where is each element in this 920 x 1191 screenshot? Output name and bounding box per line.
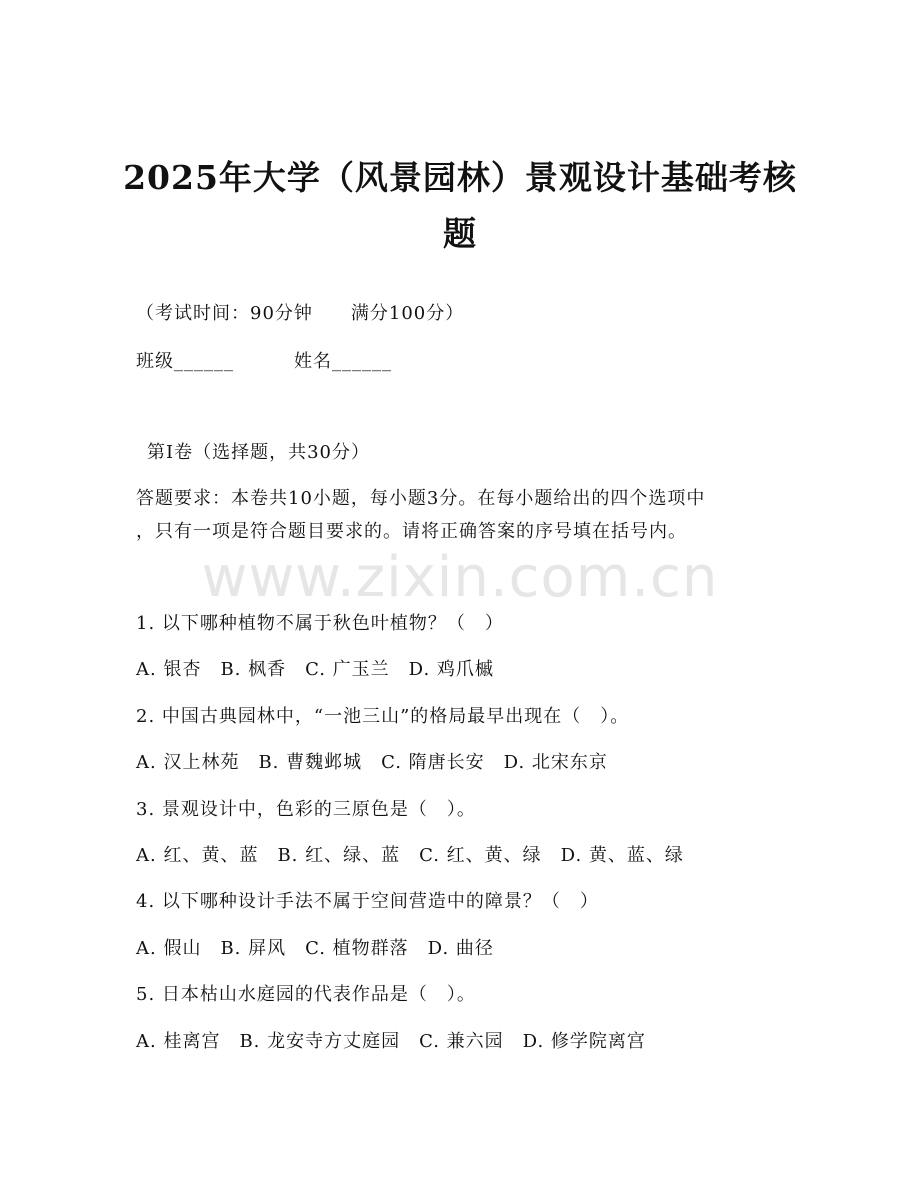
instructions-line-2: ，只有一项是符合题目要求的。请将正确答案的序号填在括号内。 <box>136 521 687 542</box>
question-stem: 5. 日本枯山水庭园的代表作品是（ ）。 <box>136 984 476 1005</box>
question-options: A. 红、黄、蓝 B. 红、绿、蓝 C. 红、黄、绿 D. 黄、蓝、绿 <box>136 845 684 866</box>
title-line-1: 2025年大学（风景园林）景观设计基础考核 <box>123 158 797 197</box>
page-title <box>110 150 810 262</box>
title-line-2: 题 <box>443 214 477 253</box>
watermark: www.zixin.com.cn <box>201 545 719 610</box>
name-field-label: 姓名______ <box>294 351 392 372</box>
question-options: A. 汉上林苑 B. 曹魏邺城 C. 隋唐长安 D. 北宋东京 <box>136 752 608 773</box>
instructions-line-1: 答题要求：本卷共10小题，每小题3分。在每小题给出的四个选项中 <box>136 488 706 509</box>
question-stem: 1. 以下哪种植物不属于秋色叶植物？（ ） <box>136 613 504 634</box>
question-stem: 2. 中国古典园林中，“一池三山”的格局最早出现在（ ）。 <box>136 706 630 727</box>
question-stem: 4. 以下哪种设计手法不属于空间营造中的障景？（ ） <box>136 891 599 912</box>
question-options: A. 假山 B. 屏风 C. 植物群落 D. 曲径 <box>136 938 494 959</box>
question-stem: 3. 景观设计中，色彩的三原色是（ ）。 <box>136 799 476 820</box>
question-options: A. 银杏 B. 枫香 C. 广玉兰 D. 鸡爪槭 <box>136 659 494 680</box>
section-heading: 第I卷（选择题，共30分） <box>147 442 371 463</box>
class-field-label: 班级______ <box>136 351 234 372</box>
exam-info: （考试时间：90分钟 满分100分） <box>136 303 465 324</box>
question-options: A. 桂离宫 B. 龙安寺方丈庭园 C. 兼六园 D. 修学院离宫 <box>136 1031 646 1052</box>
